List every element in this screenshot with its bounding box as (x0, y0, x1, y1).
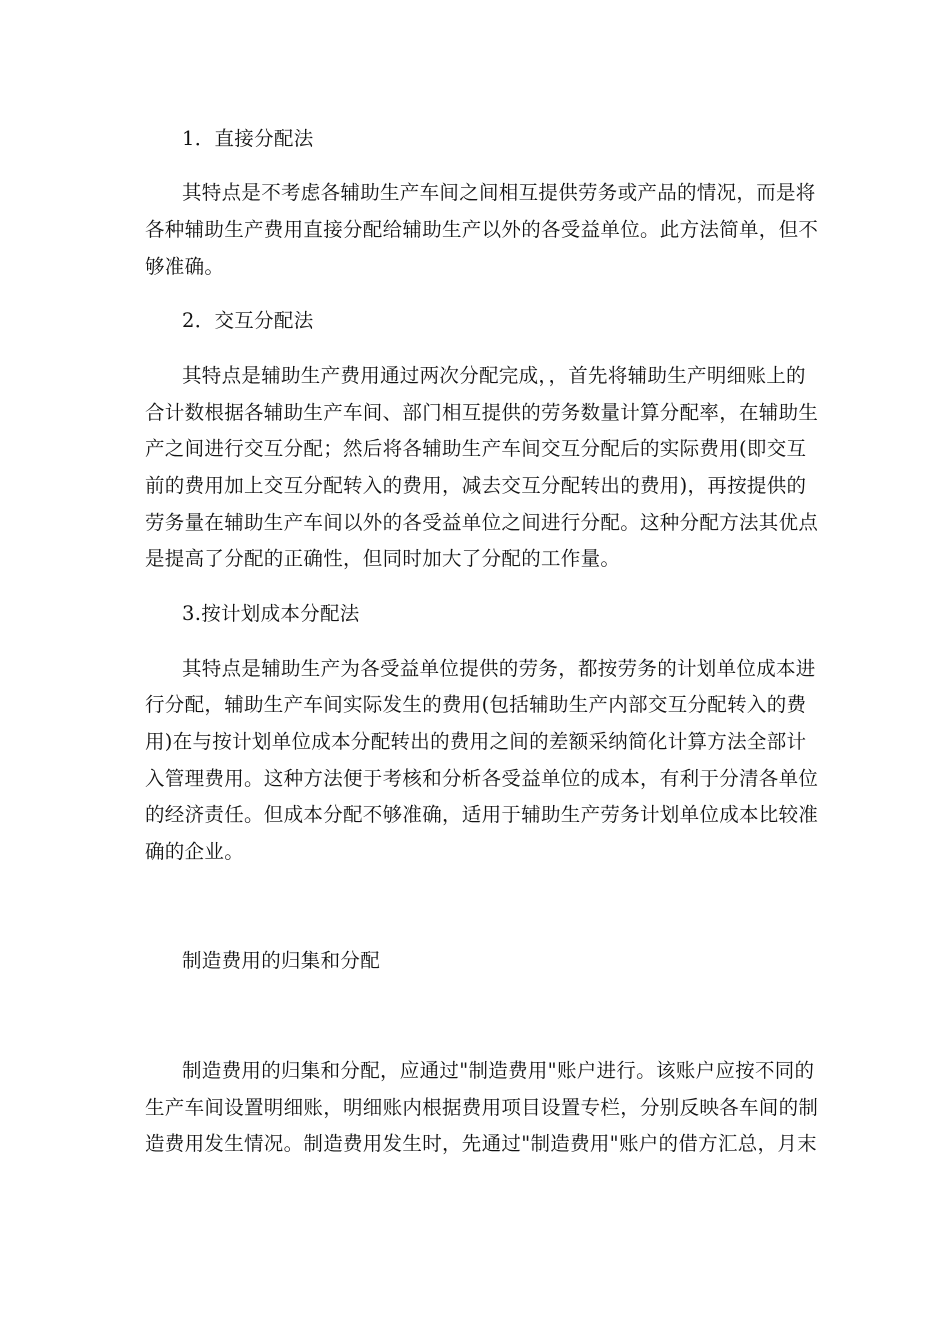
section-2-line-3: 产之间进行交互分配；然后将各辅助生产车间交互分配后的实际费用(即交互 (145, 437, 807, 460)
section-2-line-2: 合计数根据各辅助生产车间、部门相互提供的劳务数量计算分配率，在辅助生 (145, 401, 819, 424)
manufacturing-line-2: 生产车间设置明细账，明细账内根据费用项目设置专栏，分别反映各车间的制 (145, 1096, 819, 1119)
section-3-line-6: 确的企业。 (145, 840, 245, 863)
section-2-line-5: 劳务量在辅助生产车间以外的各受益单位之间进行分配。这种分配方法其优点 (145, 511, 819, 534)
manufacturing-heading: 制造费用的归集和分配 (182, 949, 381, 972)
section-2-line-6: 是提高了分配的正确性，但同时加大了分配的工作量。 (145, 547, 621, 570)
section-3-line-2: 行分配，辅助生产车间实际发生的费用(包括辅助生产内部交互分配转入的费 (145, 693, 807, 716)
section-3-line-3: 用)在与按计划单位成本分配转出的费用之间的差额采纳简化计算方法全部计 (145, 730, 807, 753)
manufacturing-line-3: 造费用发生情况。制造费用发生时，先通过"制造费用"账户的借方汇总，月末 (145, 1132, 817, 1155)
section-1-line-1: 其特点是不考虑各辅助生产车间之间相互提供劳务或产品的情况，而是将 (182, 181, 816, 204)
section-3-line-4: 入管理费用。这种方法便于考核和分析各受益单位的成本，有利于分清各单位 (145, 767, 819, 790)
section-3-heading: 3.按计划成本分配法 (182, 602, 360, 625)
section-3-line-1: 其特点是辅助生产为各受益单位提供的劳务，都按劳务的计划单位成本进 (182, 657, 816, 680)
section-1-line-2: 各种辅助生产费用直接分配给辅助生产以外的各受益单位。此方法简单，但不 (145, 218, 819, 241)
section-1-line-3: 够准确。 (145, 255, 225, 278)
section-2-heading: 2．交互分配法 (182, 309, 314, 332)
manufacturing-line-1: 制造费用的归集和分配，应通过"制造费用"账户进行。该账户应按不同的 (182, 1059, 815, 1082)
section-3-line-5: 的经济责任。但成本分配不够准确，适用于辅助生产劳务计划单位成本比较准 (145, 803, 819, 826)
section-2-line-4: 前的费用加上交互分配转入的费用，减去交互分配转出的费用)，再按提供的 (145, 474, 807, 497)
section-1-heading: 1．直接分配法 (182, 127, 314, 150)
section-2-line-1: 其特点是辅助生产费用通过两次分配完成，，首先将辅助生产明细账上的 (182, 364, 806, 387)
